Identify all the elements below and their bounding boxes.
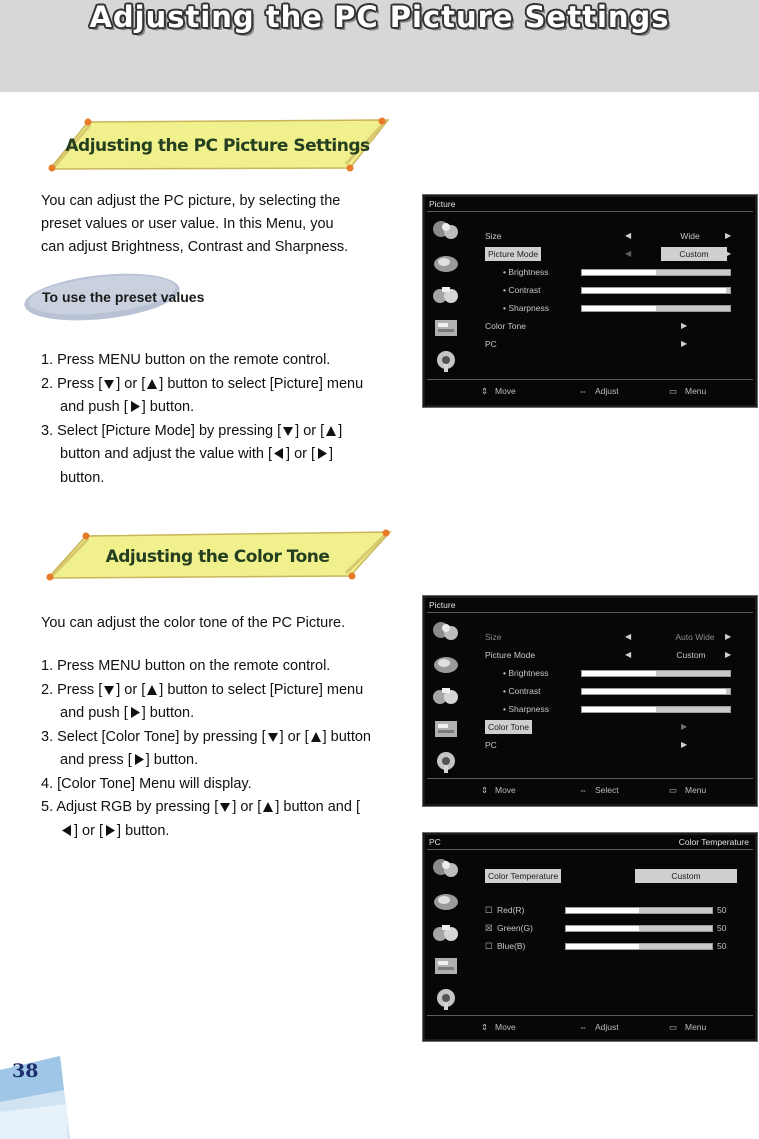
osd-title: Picture <box>429 199 456 209</box>
blue-bar[interactable] <box>565 943 713 950</box>
left-arrow-icon: ◀ <box>625 249 632 258</box>
sound-icon <box>429 889 463 915</box>
blue-checkbox-icon: ☐ <box>485 941 493 951</box>
bar-fill <box>582 671 656 676</box>
osd-divider <box>427 1015 753 1016</box>
osd-divider <box>427 612 753 613</box>
preset-heading: To use the preset values <box>42 289 205 305</box>
brightness-bar[interactable] <box>581 269 731 276</box>
steps-list <box>41 655 371 843</box>
select-icon: ⇔ <box>579 785 588 795</box>
osd-footer <box>423 783 757 797</box>
osd-row-size[interactable] <box>485 229 747 243</box>
step-text: ] button to select [Picture] menu and push [ <box>60 375 364 415</box>
intro-line: You can adjust the PC picture, by selecting the <box>41 193 341 209</box>
picture-icon <box>429 217 463 243</box>
osd-row-contrast[interactable] <box>485 684 747 698</box>
down-arrow-icon <box>267 730 279 743</box>
right-arrow-icon: ▶ <box>681 339 688 348</box>
up-arrow-icon <box>146 377 158 390</box>
down-arrow-icon <box>103 683 115 696</box>
left-arrow-icon <box>273 447 285 460</box>
osd-value: 50 <box>717 905 727 915</box>
osd-footer-label: Select <box>595 785 619 795</box>
osd-footer-label: Move <box>495 1022 516 1032</box>
step-text: ] or [ <box>286 446 316 462</box>
osd-footer-label: Move <box>495 785 516 795</box>
green-checkbox-icon: ☒ <box>485 923 493 933</box>
step-text: ] or [ <box>279 728 309 745</box>
down-arrow-icon <box>103 377 115 390</box>
up-arrow-icon <box>310 730 322 743</box>
banner-title: Adjusting the PC Picture Settings <box>65 136 370 156</box>
osd-label: • Contrast <box>503 686 541 696</box>
osd-divider <box>427 849 753 850</box>
right-arrow-icon <box>316 447 328 460</box>
step-item <box>41 726 371 773</box>
intro-text <box>41 190 401 259</box>
osd-screenshot-color-temperature <box>422 832 758 1042</box>
osd-value: 50 <box>717 941 727 951</box>
step-text: 4. [Color Tone] Menu will display. <box>41 775 252 792</box>
osd-row-green[interactable] <box>485 921 747 935</box>
step-text: 3. Select [Color Tone] by pressing [ <box>41 728 266 745</box>
menu-icon: ▭ <box>669 785 678 795</box>
osd-row-contrast[interactable] <box>485 283 747 297</box>
osd-title: Picture <box>429 600 456 610</box>
menu-icon: ▭ <box>669 1022 678 1032</box>
step-text: ] or [ <box>232 799 262 815</box>
right-arrow-icon: ▶ <box>725 249 732 258</box>
osd-row-pc[interactable] <box>485 738 747 752</box>
osd-value: 50 <box>717 923 727 933</box>
right-arrow-icon <box>133 753 145 766</box>
step-text: ] or [ <box>116 375 146 392</box>
step-text: ] button to select [Picture] menu and push [ <box>60 681 364 721</box>
osd-label: • Brightness <box>503 668 549 678</box>
adjust-icon: ⇔ <box>579 386 588 396</box>
step-text: 5. Adjust RGB by pressing [ <box>41 799 219 815</box>
osd-label: Picture Mode <box>485 650 536 660</box>
osd-row-sharpness[interactable] <box>485 301 747 315</box>
right-arrow-icon: ▶ <box>681 722 688 731</box>
right-arrow-icon: ▶ <box>725 231 732 240</box>
right-arrow-icon <box>104 824 116 837</box>
osd-divider <box>427 778 753 779</box>
step-item <box>41 796 371 843</box>
osd-row-picture-mode[interactable] <box>485 648 747 662</box>
left-arrow-icon: ◀ <box>625 650 632 659</box>
right-arrow-icon <box>129 706 141 719</box>
osd-label: PC <box>485 740 497 750</box>
up-arrow-icon <box>146 683 158 696</box>
step-item <box>41 773 371 797</box>
osd-row-brightness[interactable] <box>485 666 747 680</box>
adjust-icon: ⇔ <box>579 1022 588 1032</box>
sharpness-bar[interactable] <box>581 706 731 713</box>
intro-line: can adjust Brightness, Contrast and Sharpness. <box>41 239 349 255</box>
osd-row-blue[interactable] <box>485 939 747 953</box>
osd-screenshot-color-tone-select <box>422 595 758 807</box>
up-arrow-icon <box>325 424 337 437</box>
up-arrow-icon <box>262 800 274 813</box>
sharpness-bar[interactable] <box>581 305 731 312</box>
step-text: ] button. <box>141 705 195 721</box>
steps-list <box>41 349 381 490</box>
intro-line: preset values or user value. In this Menu, you <box>41 216 334 232</box>
osd-footer-label: Menu <box>685 785 707 795</box>
osd-label: Picture Mode <box>485 247 541 261</box>
left-arrow-icon <box>61 824 73 837</box>
step-text: 2. Press [ <box>41 375 103 392</box>
contrast-bar[interactable] <box>581 688 731 695</box>
osd-row-sharpness[interactable] <box>485 702 747 716</box>
sound-icon <box>429 251 463 277</box>
bar-fill <box>566 944 639 949</box>
left-arrow-icon: ◀ <box>625 231 632 240</box>
bar-fill <box>582 288 726 293</box>
left-arrow-icon: ◀ <box>625 632 632 641</box>
input-icon <box>429 347 463 373</box>
osd-divider <box>427 211 753 212</box>
osd-row-color-temperature[interactable] <box>485 869 747 883</box>
osd-footer-label: Move <box>495 386 516 396</box>
right-arrow-icon: ▶ <box>681 321 688 330</box>
step-text: 3. Select [Picture Mode] by pressing [ <box>41 422 282 439</box>
intro-line: You can adjust the color tone of the PC Picture. <box>41 615 346 631</box>
step-text: 1. Press MENU button on the remote control. <box>41 658 331 674</box>
page-number: 38 <box>12 1060 39 1082</box>
red-checkbox-icon: ☐ <box>485 905 493 915</box>
step-text: ] button. <box>141 399 195 415</box>
osd-title: PC <box>429 837 441 847</box>
step-text: ] or [ <box>116 681 146 698</box>
osd-label: Size <box>485 632 502 642</box>
step-text: ] button. <box>117 822 170 839</box>
red-bar[interactable] <box>565 907 713 914</box>
osd-row-picture-mode[interactable] <box>485 247 747 261</box>
menu-icon: ▭ <box>669 386 678 396</box>
osd-label: • Sharpness <box>503 704 549 714</box>
bar-fill <box>566 926 639 931</box>
osd-label: PC <box>485 339 497 349</box>
osd-title-right: Color Temperature <box>678 837 749 847</box>
input-icon <box>429 985 463 1011</box>
right-arrow-icon <box>129 400 141 413</box>
osd-row-pc[interactable] <box>485 337 747 351</box>
osd-label: • Brightness <box>503 267 549 277</box>
osd-label: Color Tone <box>485 720 532 734</box>
bar-fill <box>582 689 726 694</box>
step-item <box>41 373 381 420</box>
step-item <box>41 420 381 491</box>
osd-footer-label: Menu <box>685 386 707 396</box>
intro-text <box>41 612 401 635</box>
osd-label: Size <box>485 231 502 241</box>
step-text: ] button and [ <box>275 799 360 815</box>
step-item <box>41 655 371 679</box>
osd-value: Custom <box>676 650 706 660</box>
osd-label: • Sharpness <box>503 303 549 313</box>
step-item <box>41 679 371 726</box>
move-icon: ⇕ <box>481 386 489 396</box>
bar-fill <box>582 306 656 311</box>
right-arrow-icon: ▶ <box>681 740 688 749</box>
osd-label: Color Tone <box>485 321 526 331</box>
step-item <box>41 349 381 373</box>
right-arrow-icon: ▶ <box>725 632 732 641</box>
step-text: ] button and press [ <box>60 728 371 768</box>
osd-footer-label: Adjust <box>595 386 619 396</box>
osd-divider <box>427 379 753 380</box>
section-banner-color-tone <box>40 526 395 588</box>
osd-row-size[interactable] <box>485 630 747 644</box>
step-text: 2. Press [ <box>41 681 103 698</box>
step-text: ] button. <box>60 446 334 486</box>
osd-value: Custom <box>635 869 737 883</box>
banner-title: Adjusting the Color Tone <box>105 547 330 567</box>
page-title: Adjusting the PC Picture Settings <box>89 0 670 34</box>
osd-label: Green(G) <box>497 923 533 933</box>
input-icon <box>429 748 463 774</box>
down-arrow-icon <box>219 800 231 813</box>
contrast-bar[interactable] <box>581 287 731 294</box>
picture-icon <box>429 855 463 881</box>
osd-footer <box>423 1020 757 1034</box>
osd-value: Custom <box>661 247 727 261</box>
bar-fill <box>582 707 656 712</box>
osd-label: Color Temperature <box>485 869 561 883</box>
move-icon: ⇕ <box>481 785 489 795</box>
channel-icon <box>429 283 463 309</box>
bar-fill <box>582 270 656 275</box>
osd-screenshot-picture-menu <box>422 194 758 408</box>
osd-footer-label: Adjust <box>595 1022 619 1032</box>
step-text: 1. Press MENU button on the remote control. <box>41 352 331 368</box>
channel-icon <box>429 684 463 710</box>
brightness-bar[interactable] <box>581 670 731 677</box>
green-bar[interactable] <box>565 925 713 932</box>
step-text: ] button. <box>145 752 199 768</box>
osd-row-red[interactable] <box>485 903 747 917</box>
osd-label: Blue(B) <box>497 941 526 951</box>
bar-fill <box>566 908 639 913</box>
setup-icon <box>429 716 463 742</box>
setup-icon <box>429 953 463 979</box>
osd-row-color-tone[interactable] <box>485 720 747 734</box>
step-text: ] button and adjust the value with [ <box>60 422 343 462</box>
right-arrow-icon: ▶ <box>725 650 732 659</box>
picture-icon <box>429 618 463 644</box>
osd-footer-label: Menu <box>685 1022 707 1032</box>
section-banner-pc-picture <box>40 112 395 180</box>
step-text: ] or [ <box>74 822 104 839</box>
osd-value: Wide <box>680 231 700 241</box>
sound-icon <box>429 652 463 678</box>
osd-value: Auto Wide <box>675 632 715 642</box>
down-arrow-icon <box>282 424 294 437</box>
move-icon: ⇕ <box>481 1022 489 1032</box>
channel-icon <box>429 921 463 947</box>
setup-icon <box>429 315 463 341</box>
step-text: ] or [ <box>295 422 325 439</box>
osd-row-brightness[interactable] <box>485 265 747 279</box>
osd-label: • Contrast <box>503 285 541 295</box>
osd-row-color-tone[interactable] <box>485 319 747 333</box>
osd-footer <box>423 384 757 398</box>
osd-label: Red(R) <box>497 905 525 915</box>
